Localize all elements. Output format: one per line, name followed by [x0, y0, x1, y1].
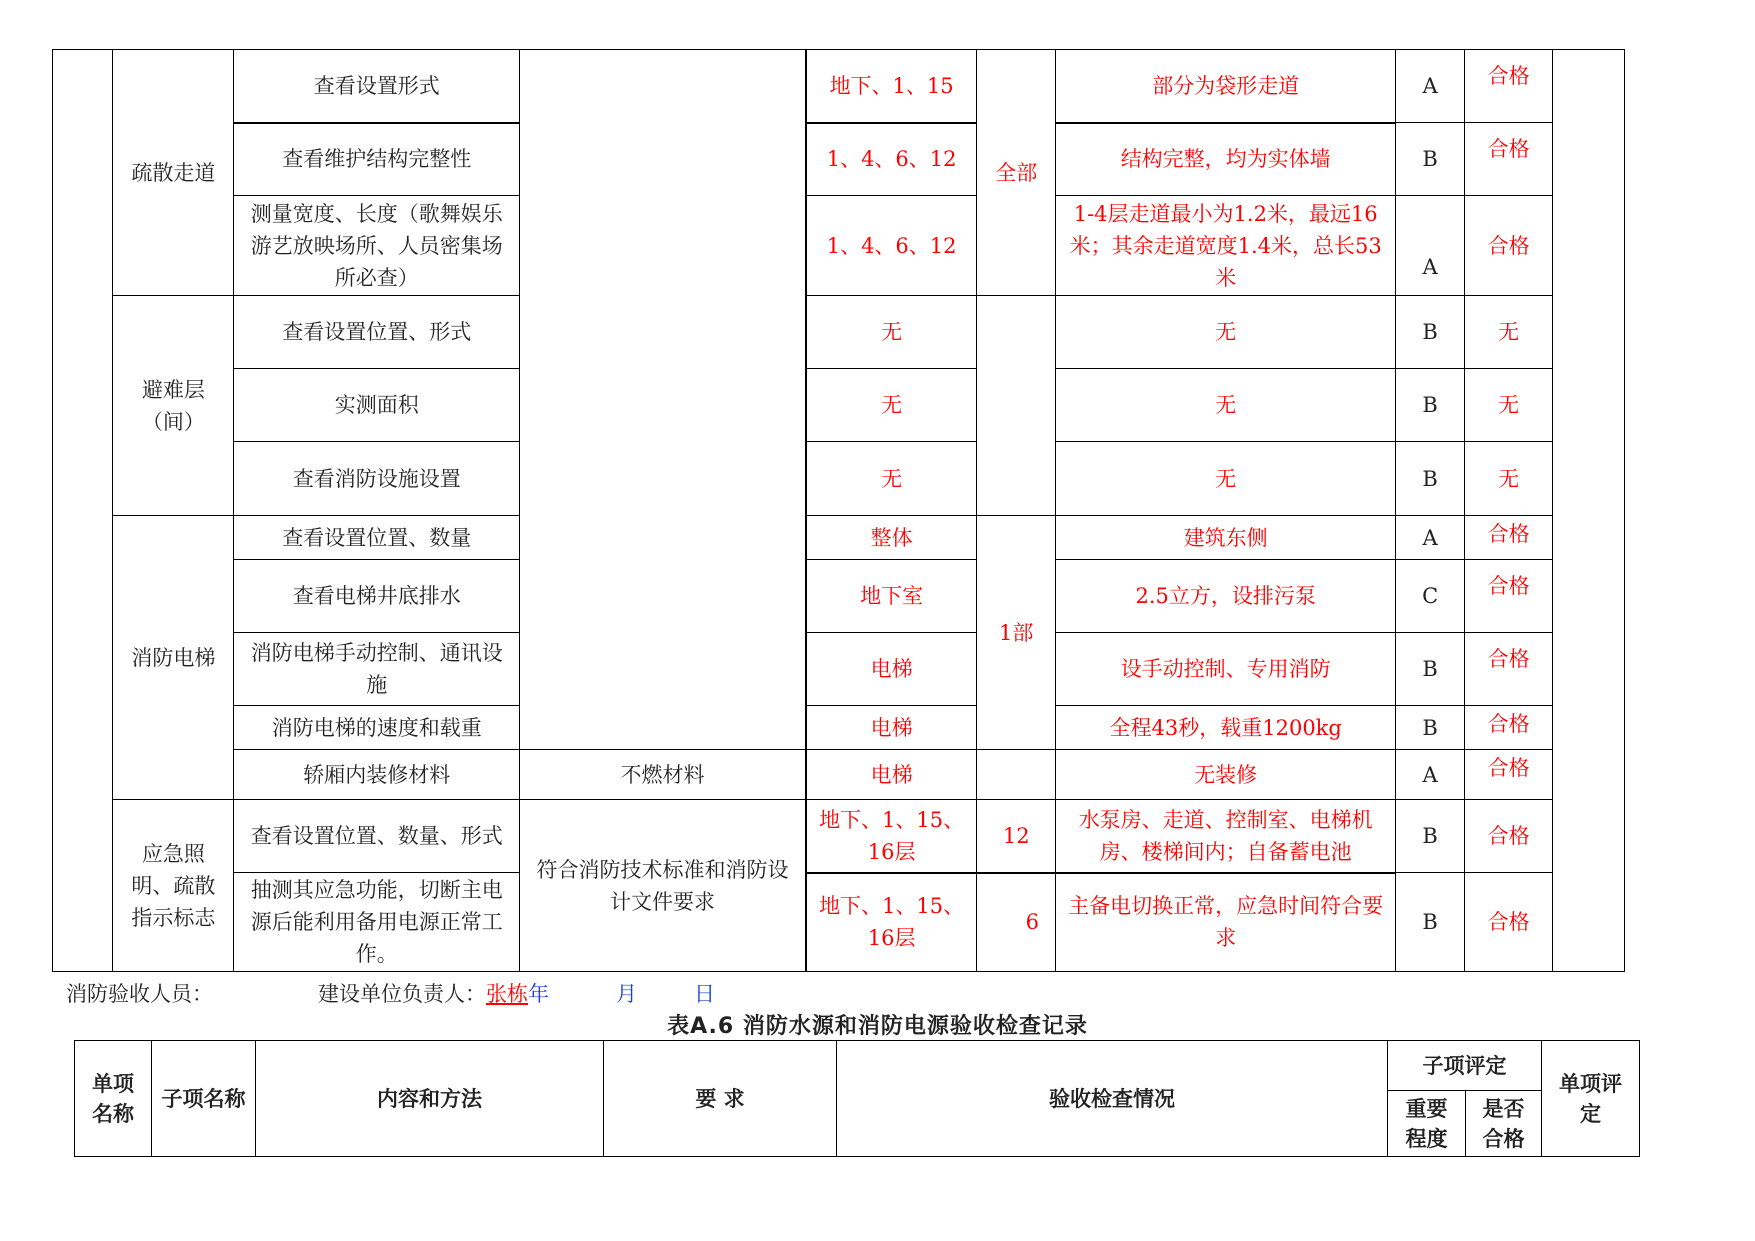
header-row [75, 1041, 1640, 1091]
table-row [53, 706, 1625, 750]
grade-cell: B [1396, 123, 1464, 196]
method-cell: 抽测其应急功能，切断主电源后能利用备用电源正常工作。 [234, 873, 520, 972]
location-cell: 电梯 [806, 706, 977, 750]
location-cell: 整体 [806, 516, 977, 560]
result-cell: 无 [1056, 369, 1396, 442]
location-cell: 地下室 [806, 560, 977, 633]
pass-cell: 无 [1464, 296, 1553, 369]
location-cell: 无 [806, 442, 977, 516]
result-cell: 2.5立方，设排污泵 [1056, 560, 1396, 633]
pass-cell: 合格 [1464, 516, 1553, 560]
location-cell: 地下、1、15、16层 [806, 873, 977, 972]
table-row [53, 196, 1625, 296]
inspector-signature-label: 消防验收人员： [66, 982, 213, 1006]
result-cell: 无 [1056, 442, 1396, 516]
method-cell: 轿厢内装修材料 [234, 750, 520, 800]
owner-name: 张栋 [486, 982, 528, 1006]
header-sub-eval: 子项评定 [1388, 1041, 1542, 1091]
pass-cell: 无 [1464, 369, 1553, 442]
grade-cell: B [1396, 442, 1464, 516]
table-row [53, 633, 1625, 706]
table-caption: 表A.6 消防水源和消防电源验收检查记录 [667, 1014, 1088, 1039]
header-sub-name: 子项名称 [152, 1041, 256, 1157]
day-label: 日 [694, 982, 715, 1006]
result-cell: 水泵房、走道、控制室、电梯机房、楼梯间内；自备蓄电池 [1056, 800, 1396, 873]
qty-cell: 12 [977, 800, 1056, 873]
result-cell: 结构完整，均为实体墙 [1056, 123, 1396, 196]
result-cell: 部分为袋形走道 [1056, 50, 1396, 123]
method-cell: 查看设置位置、数量、形式 [234, 800, 520, 873]
owner-label: 建设单位负责人： [318, 982, 486, 1006]
blank-category-cell [53, 50, 113, 972]
location-cell: 地下、1、15、16层 [806, 800, 977, 873]
method-cell: 消防电梯手动控制、通讯设施 [234, 633, 520, 706]
pass-cell: 合格 [1464, 196, 1553, 296]
result-cell: 1-4层走道最小为1.2米，最远16米；其余走道宽度1.4米，总长53米 [1056, 196, 1396, 296]
location-cell: 电梯 [806, 750, 977, 800]
qty-cell: 6 [977, 873, 1056, 972]
group-label: 疏散走道 [113, 50, 234, 296]
header-inspection: 验收检查情况 [837, 1041, 1388, 1157]
water-power-record-table [74, 1040, 1640, 1157]
grade-cell: B [1396, 296, 1464, 369]
header-content-method: 内容和方法 [256, 1041, 604, 1157]
grade-cell: B [1396, 800, 1464, 873]
header-is-pass: 是否合格 [1466, 1091, 1542, 1157]
pass-cell: 合格 [1464, 706, 1553, 750]
grade-cell: C [1396, 560, 1464, 633]
header-item-name: 单项名称 [75, 1041, 152, 1157]
method-cell: 查看设置位置、数量 [234, 516, 520, 560]
qty-cell: 1部 [977, 516, 1056, 750]
location-cell: 地下、1、15 [806, 50, 977, 123]
method-cell: 查看设置位置、形式 [234, 296, 520, 369]
location-cell: 1、4、6、12 [806, 196, 977, 296]
table-row [53, 750, 1625, 800]
qty-cell [977, 750, 1056, 800]
method-cell: 查看电梯井底排水 [234, 560, 520, 633]
group-label: 应急照明、疏散指示标志 [113, 800, 234, 972]
pass-cell: 合格 [1464, 50, 1553, 123]
table-row [53, 800, 1625, 873]
table-row [53, 123, 1625, 196]
location-cell: 1、4、6、12 [806, 123, 977, 196]
location-cell: 无 [806, 369, 977, 442]
pass-cell: 合格 [1464, 750, 1553, 800]
result-cell: 设手动控制、专用消防 [1056, 633, 1396, 706]
pass-cell: 无 [1464, 442, 1553, 516]
result-cell: 全程43秒，载重1200kg [1056, 706, 1396, 750]
owner-signature-line [318, 978, 549, 1008]
table-row [53, 516, 1625, 560]
grade-cell: B [1396, 873, 1464, 972]
method-cell: 查看维护结构完整性 [234, 123, 520, 196]
header-item-eval: 单项评定 [1542, 1041, 1640, 1157]
result-cell: 无 [1056, 296, 1396, 369]
method-cell: 测量宽度、长度（歌舞娱乐游艺放映场所、人员密集场所必查） [234, 196, 520, 296]
pass-cell: 合格 [1464, 873, 1553, 972]
table-row [53, 873, 1625, 972]
group-label: 避难层（间） [113, 296, 234, 516]
item-eval-cell [1553, 50, 1625, 972]
table-row [53, 442, 1625, 516]
pass-cell: 合格 [1464, 633, 1553, 706]
grade-cell: A [1396, 50, 1464, 123]
requirement-cell [520, 50, 806, 750]
method-cell: 查看设置形式 [234, 50, 520, 123]
grade-cell: B [1396, 369, 1464, 442]
method-cell: 实测面积 [234, 369, 520, 442]
pass-cell: 合格 [1464, 560, 1553, 633]
requirement-cell: 符合消防技术标准和消防设计文件要求 [520, 800, 806, 972]
table-row [53, 296, 1625, 369]
location-cell: 无 [806, 296, 977, 369]
result-cell: 主备电切换正常，应急时间符合要求 [1056, 873, 1396, 972]
group-label: 消防电梯 [113, 516, 234, 800]
table-row [53, 50, 1625, 123]
pass-cell: 合格 [1464, 123, 1553, 196]
header-requirement: 要 求 [604, 1041, 837, 1157]
grade-cell: A [1396, 196, 1464, 296]
table-row [53, 560, 1625, 633]
method-cell: 查看消防设施设置 [234, 442, 520, 516]
result-cell: 建筑东侧 [1056, 516, 1396, 560]
grade-cell: B [1396, 633, 1464, 706]
year-label: 年 [528, 982, 549, 1006]
header-importance: 重要程度 [1388, 1091, 1466, 1157]
method-cell: 消防电梯的速度和载重 [234, 706, 520, 750]
pass-cell: 合格 [1464, 800, 1553, 873]
qty-cell [977, 296, 1056, 516]
grade-cell: B [1396, 706, 1464, 750]
location-cell: 电梯 [806, 633, 977, 706]
grade-cell: A [1396, 516, 1464, 560]
month-label: 月 [616, 982, 637, 1006]
grade-cell: A [1396, 750, 1464, 800]
result-cell: 无装修 [1056, 750, 1396, 800]
inspection-record-table [52, 49, 1625, 972]
qty-cell: 全部 [977, 50, 1056, 296]
requirement-cell: 不燃材料 [520, 750, 806, 800]
table-row [53, 369, 1625, 442]
